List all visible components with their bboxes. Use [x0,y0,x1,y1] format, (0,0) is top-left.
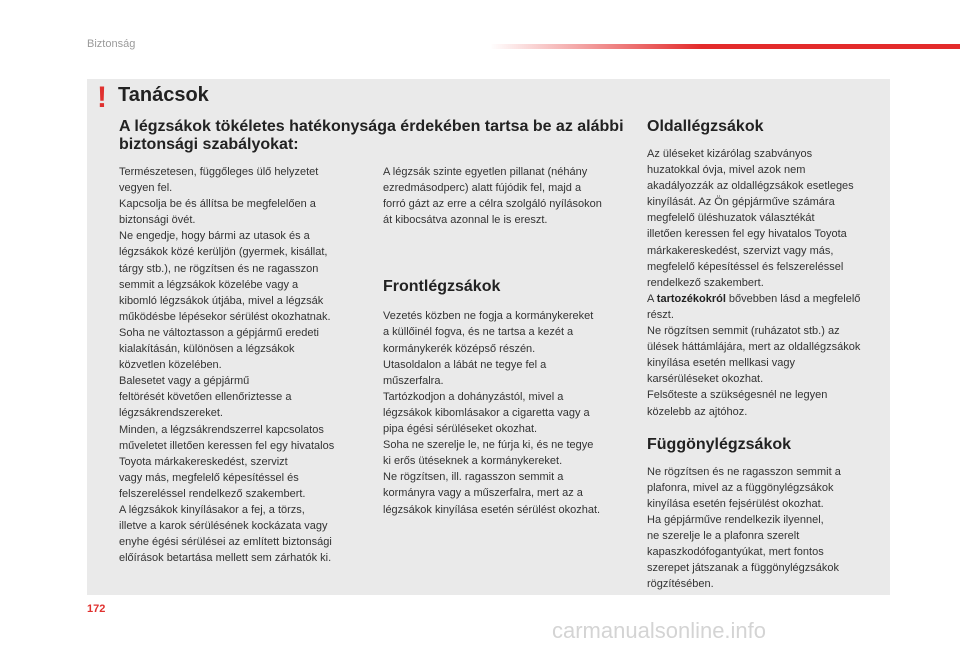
side-text-b: bővebben lásd a megfelelő részt. Ne rögzítsen semmit (ruházatot stb.) az ülések háttámlájára, mert az oldallégzsákok kinyílása esetén mellkasi vagy karsérüléseket okozhat. Felsőteste a szükségesnél ne legyen közelebb az ajtóhoz. [647,292,861,418]
column-general [119,164,369,566]
watermark: carmanualsonline.info [552,618,767,643]
main-heading: A légzsákok tökéletes hatékonysága érdekében tartsa be az alábbi biztonsági szabályokat: [119,118,624,153]
column-side [647,118,887,592]
warning-icon: ! [97,81,107,114]
curtain-airbags-heading: Függönylégzsákok [647,435,792,453]
section-label: Biztonság [87,38,136,50]
deploy-text: A légzsák szinte egyetlen pillanat (néhány ezredmásodperc) alatt fújódik fel, majd a forró gázt az erre a célra szolgáló nyílásokon át kibocsátva azonnal le is ereszt. [383,166,602,227]
general-text: Természetesen, függőleges ülő helyzetet vegyen fel. Kapcsolja be és állítsa be megfelelően a biztonsági övét. Ne engedje, hogy bármi az utasok és a légzsákok közé kerüljön (gyermek, kisállat, tárgy stb.), ne rögzítsen és ne ragasszon semmit a légzsákok közelébe vagy a kibomló légzsákok útjába, mivel a légzsák működésbe lépésekor sérülést okozhatnak. Soha ne változtasson a gépjármű eredeti kialakításán, különösen a légzsákok közvetlen közelében. Balesetet vagy a gépjármű feltörését követően ellenőriztesse a légzsákrendszereket. Minden, a légzsákrendszerrel kapcsolatos műveletet illetően keressen fel egy hivatalos Toyota márkakereskedést, szervizt vagy más, megfelelő képesítéssel és felszereléssel rendelkező szakembert. A légzsákok kinyílásakor a fej, a törzs, illetve a karok sérülésének kockázata vagy enyhe égési sérülései az említett biztonsági előírások betartása mellett sem zárhatók ki. [119,166,335,565]
side-airbags-heading: Oldallégzsákok [647,118,764,135]
panel-title: Tanácsok [118,84,209,106]
column-front [383,164,633,518]
curtain-airbags-text: Ne rögzítsen és ne ragasszon semmit a plafonra, mivel az a függönylégzsákok kinyílása esetén fejsérülést okozhat. Ha gépjárműve rendelkezik ilyennel, ne szerelje le a plafonra szerelt kapaszkodófogantyúkat, mert fontos szerepet játszanak a függönylégzsákok rögzítésében. [647,465,841,591]
front-airbags-heading: Frontlégzsákok [383,278,501,296]
accessories-link-text: tartozékokról [656,292,726,305]
side-airbags-text [647,146,887,420]
page-number: 172 [87,603,106,615]
header-accent-bar [490,44,960,49]
front-airbags-text: Vezetés közben ne fogja a kormánykereket a küllőinél fogva, és ne tartsa a kezét a kormánykerék középső részén. Utasoldalon a lábát ne tegye fel a műszerfalra. Tartózkodjon a dohányzástól, mivel a légzsákok kibomlásakor a cigaretta vagy a pipa égési sérüléseket okozhat. Soha ne szerelje le, ne fúrja ki, és ne tegye ki erős ütéseknek a kormánykereket. Ne rögzítsen, ill. ragasszon semmit a kormányra vagy a műszerfalra, mert az a légzsákok kinyílása esetén sérülést okozhat. [383,310,601,516]
side-text-a: Az üléseket kizárólag szabványos huzatokkal óvja, mivel azok nem akadályozzák az oldallégzsákok esetleges kinyílását. Az Ön gépjárműve számára megfelelő üléshuzatok választékát illetően keressen fel egy hivatalos Toyota márkakereskedést, szervizt vagy más, megfelelő képesítéssel és felszereléssel rendelkező szakembert. A [647,148,854,305]
